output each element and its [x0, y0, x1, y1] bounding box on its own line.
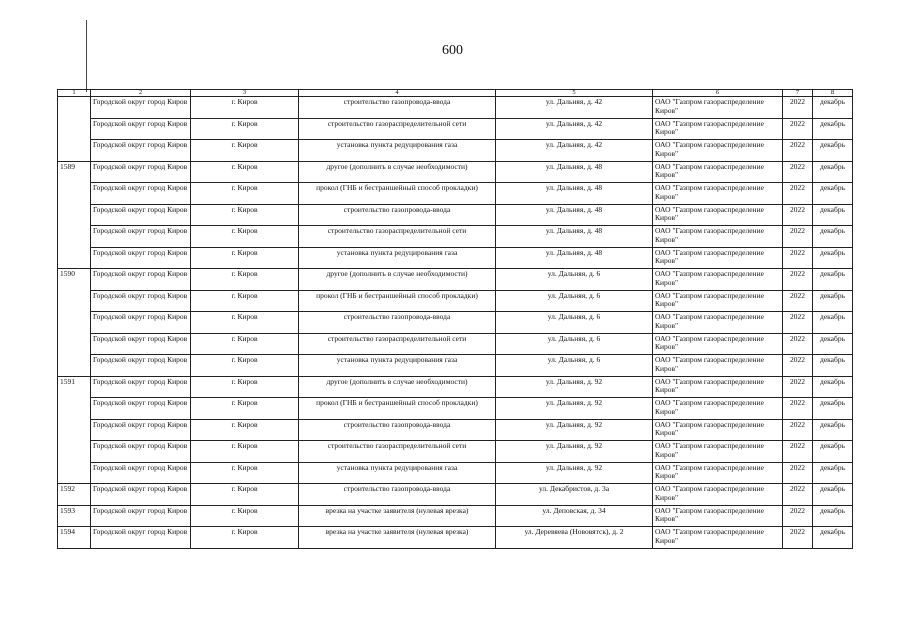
table-row [58, 355, 853, 377]
city-cell: г. Киров [191, 290, 299, 312]
city-cell: г. Киров [191, 183, 299, 205]
organization-cell: ОАО "Газпром газораспределение Киров" [653, 527, 783, 549]
organization-cell: ОАО "Газпром газораспределение Киров" [653, 333, 783, 355]
row-number [58, 97, 91, 119]
address-cell: ул. Дальняя, д. 92 [496, 419, 653, 441]
district-cell: Городской округ город Киров [91, 226, 191, 248]
work-type-cell: другое (дополнить в случае необходимости) [299, 161, 496, 183]
address-cell: ул. Дальняя, д. 6 [496, 333, 653, 355]
city-cell: г. Киров [191, 312, 299, 334]
city-cell: г. Киров [191, 118, 299, 140]
organization-cell: ОАО "Газпром газораспределение Киров" [653, 419, 783, 441]
month-cell: декабрь [813, 441, 853, 463]
work-type-cell: строительство газопровода-ввода [299, 484, 496, 506]
month-cell: декабрь [813, 290, 853, 312]
header-cell: 7 [783, 90, 813, 97]
month-cell: декабрь [813, 161, 853, 183]
address-cell: ул. Дальняя, д. 6 [496, 290, 653, 312]
address-cell: ул. Деповская, д. 34 [496, 505, 653, 527]
district-cell: Городской округ город Киров [91, 355, 191, 377]
work-type-cell: строительство газораспределительной сети [299, 118, 496, 140]
organization-cell: ОАО "Газпром газораспределение Киров" [653, 161, 783, 183]
year-cell: 2022 [783, 161, 813, 183]
work-type-cell: строительство газораспределительной сети [299, 226, 496, 248]
address-cell: ул. Дальняя, д. 48 [496, 183, 653, 205]
header-cell: 2 [91, 90, 191, 97]
table-row [58, 505, 853, 527]
year-cell: 2022 [783, 355, 813, 377]
work-type-cell: установка пункта редуцирования газа [299, 462, 496, 484]
table-row [58, 376, 853, 398]
year-cell: 2022 [783, 527, 813, 549]
row-number [58, 441, 91, 463]
table-row [58, 183, 853, 205]
month-cell: декабрь [813, 183, 853, 205]
works-table [57, 89, 853, 549]
table-row [58, 118, 853, 140]
organization-cell: ОАО "Газпром газораспределение Киров" [653, 290, 783, 312]
city-cell: г. Киров [191, 419, 299, 441]
row-number: 1590 [58, 269, 91, 291]
district-cell: Городской округ город Киров [91, 462, 191, 484]
year-cell: 2022 [783, 462, 813, 484]
year-cell: 2022 [783, 419, 813, 441]
work-type-cell: другое (дополнить в случае необходимости) [299, 269, 496, 291]
organization-cell: ОАО "Газпром газораспределение Киров" [653, 97, 783, 119]
organization-cell: ОАО "Газпром газораспределение Киров" [653, 269, 783, 291]
table-row [58, 333, 853, 355]
row-number [58, 419, 91, 441]
table-row [58, 204, 853, 226]
row-number [58, 355, 91, 377]
year-cell: 2022 [783, 505, 813, 527]
organization-cell: ОАО "Газпром газораспределение Киров" [653, 355, 783, 377]
year-cell: 2022 [783, 183, 813, 205]
work-type-cell: врезка на участке заявителя (нулевая врезка) [299, 527, 496, 549]
year-cell: 2022 [783, 226, 813, 248]
header-cell: 3 [191, 90, 299, 97]
row-number: 1594 [58, 527, 91, 549]
table-row [58, 462, 853, 484]
district-cell: Городской округ город Киров [91, 290, 191, 312]
work-type-cell: строительство газопровода-ввода [299, 97, 496, 119]
city-cell: г. Киров [191, 505, 299, 527]
row-number [58, 226, 91, 248]
city-cell: г. Киров [191, 355, 299, 377]
organization-cell: ОАО "Газпром газораспределение Киров" [653, 462, 783, 484]
work-type-cell: прокол (ГНБ и бестраншейный способ прокладки) [299, 398, 496, 420]
table-row [58, 269, 853, 291]
address-cell: ул. Дальняя, д. 48 [496, 247, 653, 269]
table-row [58, 527, 853, 549]
address-cell: ул. Деревяева (Нововятск), д. 2 [496, 527, 653, 549]
address-cell: ул. Дальняя, д. 42 [496, 97, 653, 119]
district-cell: Городской округ город Киров [91, 398, 191, 420]
address-cell: ул. Дальняя, д. 48 [496, 161, 653, 183]
column-number-header [58, 90, 853, 97]
year-cell: 2022 [783, 312, 813, 334]
header-cell: 5 [496, 90, 653, 97]
district-cell: Городской округ город Киров [91, 247, 191, 269]
month-cell: декабрь [813, 312, 853, 334]
work-type-cell: установка пункта редуцирования газа [299, 355, 496, 377]
month-cell: декабрь [813, 226, 853, 248]
district-cell: Городской округ город Киров [91, 505, 191, 527]
district-cell: Городской округ город Киров [91, 484, 191, 506]
organization-cell: ОАО "Газпром газораспределение Киров" [653, 376, 783, 398]
month-cell: декабрь [813, 398, 853, 420]
district-cell: Городской округ город Киров [91, 269, 191, 291]
city-cell: г. Киров [191, 247, 299, 269]
work-type-cell: установка пункта редуцирования газа [299, 140, 496, 162]
organization-cell: ОАО "Газпром газораспределение Киров" [653, 183, 783, 205]
city-cell: г. Киров [191, 376, 299, 398]
address-cell: ул. Дальняя, д. 42 [496, 140, 653, 162]
city-cell: г. Киров [191, 441, 299, 463]
month-cell: декабрь [813, 204, 853, 226]
organization-cell: ОАО "Газпром газораспределение Киров" [653, 140, 783, 162]
address-cell: ул. Дальняя, д. 6 [496, 355, 653, 377]
month-cell: декабрь [813, 97, 853, 119]
table-row [58, 140, 853, 162]
year-cell: 2022 [783, 140, 813, 162]
month-cell: декабрь [813, 484, 853, 506]
month-cell: декабрь [813, 140, 853, 162]
year-cell: 2022 [783, 204, 813, 226]
district-cell: Городской округ город Киров [91, 161, 191, 183]
work-type-cell: строительство газораспределительной сети [299, 333, 496, 355]
month-cell: декабрь [813, 419, 853, 441]
work-type-cell: другое (дополнить в случае необходимости) [299, 376, 496, 398]
row-number: 1593 [58, 505, 91, 527]
row-number: 1589 [58, 161, 91, 183]
city-cell: г. Киров [191, 462, 299, 484]
address-cell: ул. Дальняя, д. 92 [496, 441, 653, 463]
work-type-cell: строительство газопровода-ввода [299, 204, 496, 226]
row-number [58, 204, 91, 226]
year-cell: 2022 [783, 376, 813, 398]
address-cell: ул. Декабристов, д. 3а [496, 484, 653, 506]
city-cell: г. Киров [191, 333, 299, 355]
year-cell: 2022 [783, 247, 813, 269]
month-cell: декабрь [813, 527, 853, 549]
month-cell: декабрь [813, 247, 853, 269]
month-cell: декабрь [813, 355, 853, 377]
year-cell: 2022 [783, 118, 813, 140]
month-cell: декабрь [813, 462, 853, 484]
month-cell: декабрь [813, 118, 853, 140]
year-cell: 2022 [783, 441, 813, 463]
address-cell: ул. Дальняя, д. 92 [496, 398, 653, 420]
address-cell: ул. Дальняя, д. 42 [496, 118, 653, 140]
table-row [58, 97, 853, 119]
month-cell: декабрь [813, 269, 853, 291]
year-cell: 2022 [783, 97, 813, 119]
district-cell: Городской округ город Киров [91, 97, 191, 119]
row-number [58, 183, 91, 205]
table-row [58, 290, 853, 312]
table-row [58, 226, 853, 248]
work-type-cell: врезка на участке заявителя (нулевая врезка) [299, 505, 496, 527]
table-row [58, 247, 853, 269]
year-cell: 2022 [783, 398, 813, 420]
year-cell: 2022 [783, 269, 813, 291]
table-row [58, 484, 853, 506]
district-cell: Городской округ город Киров [91, 419, 191, 441]
city-cell: г. Киров [191, 97, 299, 119]
row-number [58, 333, 91, 355]
row-number [58, 140, 91, 162]
address-cell: ул. Дальняя, д. 92 [496, 462, 653, 484]
year-cell: 2022 [783, 484, 813, 506]
row-number [58, 118, 91, 140]
address-cell: ул. Дальняя, д. 6 [496, 269, 653, 291]
district-cell: Городской округ город Киров [91, 376, 191, 398]
row-number [58, 462, 91, 484]
address-cell: ул. Дальняя, д. 48 [496, 204, 653, 226]
district-cell: Городской округ город Киров [91, 333, 191, 355]
organization-cell: ОАО "Газпром газораспределение Киров" [653, 226, 783, 248]
year-cell: 2022 [783, 290, 813, 312]
organization-cell: ОАО "Газпром газораспределение Киров" [653, 484, 783, 506]
address-cell: ул. Дальняя, д. 6 [496, 312, 653, 334]
district-cell: Городской округ город Киров [91, 140, 191, 162]
table-row [58, 441, 853, 463]
year-cell: 2022 [783, 333, 813, 355]
address-cell: ул. Дальняя, д. 48 [496, 226, 653, 248]
organization-cell: ОАО "Газпром газораспределение Киров" [653, 441, 783, 463]
city-cell: г. Киров [191, 226, 299, 248]
row-number [58, 398, 91, 420]
header-cell: 6 [653, 90, 783, 97]
month-cell: декабрь [813, 376, 853, 398]
month-cell: декабрь [813, 333, 853, 355]
header-cell: 4 [299, 90, 496, 97]
district-cell: Городской округ город Киров [91, 204, 191, 226]
work-type-cell: строительство газораспределительной сети [299, 441, 496, 463]
district-cell: Городской округ город Киров [91, 183, 191, 205]
city-cell: г. Киров [191, 269, 299, 291]
city-cell: г. Киров [191, 484, 299, 506]
organization-cell: ОАО "Газпром газораспределение Киров" [653, 312, 783, 334]
table-row [58, 161, 853, 183]
organization-cell: ОАО "Газпром газораспределение Киров" [653, 505, 783, 527]
page-number: 600 [442, 43, 463, 58]
month-cell: декабрь [813, 505, 853, 527]
row-number: 1591 [58, 376, 91, 398]
row-number: 1592 [58, 484, 91, 506]
city-cell: г. Киров [191, 140, 299, 162]
work-type-cell: строительство газопровода-ввода [299, 312, 496, 334]
organization-cell: ОАО "Газпром газораспределение Киров" [653, 118, 783, 140]
table-row [58, 312, 853, 334]
work-type-cell: установка пункта редуцирования газа [299, 247, 496, 269]
header-cell: 1 [58, 90, 91, 97]
table-row [58, 419, 853, 441]
district-cell: Городской округ город Киров [91, 441, 191, 463]
organization-cell: ОАО "Газпром газораспределение Киров" [653, 247, 783, 269]
organization-cell: ОАО "Газпром газораспределение Киров" [653, 204, 783, 226]
work-type-cell: прокол (ГНБ и бестраншейный способ прокладки) [299, 183, 496, 205]
organization-cell: ОАО "Газпром газораспределение Киров" [653, 398, 783, 420]
address-cell: ул. Дальняя, д. 92 [496, 376, 653, 398]
row-number [58, 312, 91, 334]
header-cell: 8 [813, 90, 853, 97]
district-cell: Городской округ город Киров [91, 118, 191, 140]
table-row [58, 398, 853, 420]
city-cell: г. Киров [191, 204, 299, 226]
work-type-cell: прокол (ГНБ и бестраншейный способ прокладки) [299, 290, 496, 312]
city-cell: г. Киров [191, 161, 299, 183]
work-type-cell: строительство газопровода-ввода [299, 419, 496, 441]
row-number [58, 290, 91, 312]
city-cell: г. Киров [191, 527, 299, 549]
district-cell: Городской округ город Киров [91, 312, 191, 334]
city-cell: г. Киров [191, 398, 299, 420]
district-cell: Городской округ город Киров [91, 527, 191, 549]
row-number [58, 247, 91, 269]
